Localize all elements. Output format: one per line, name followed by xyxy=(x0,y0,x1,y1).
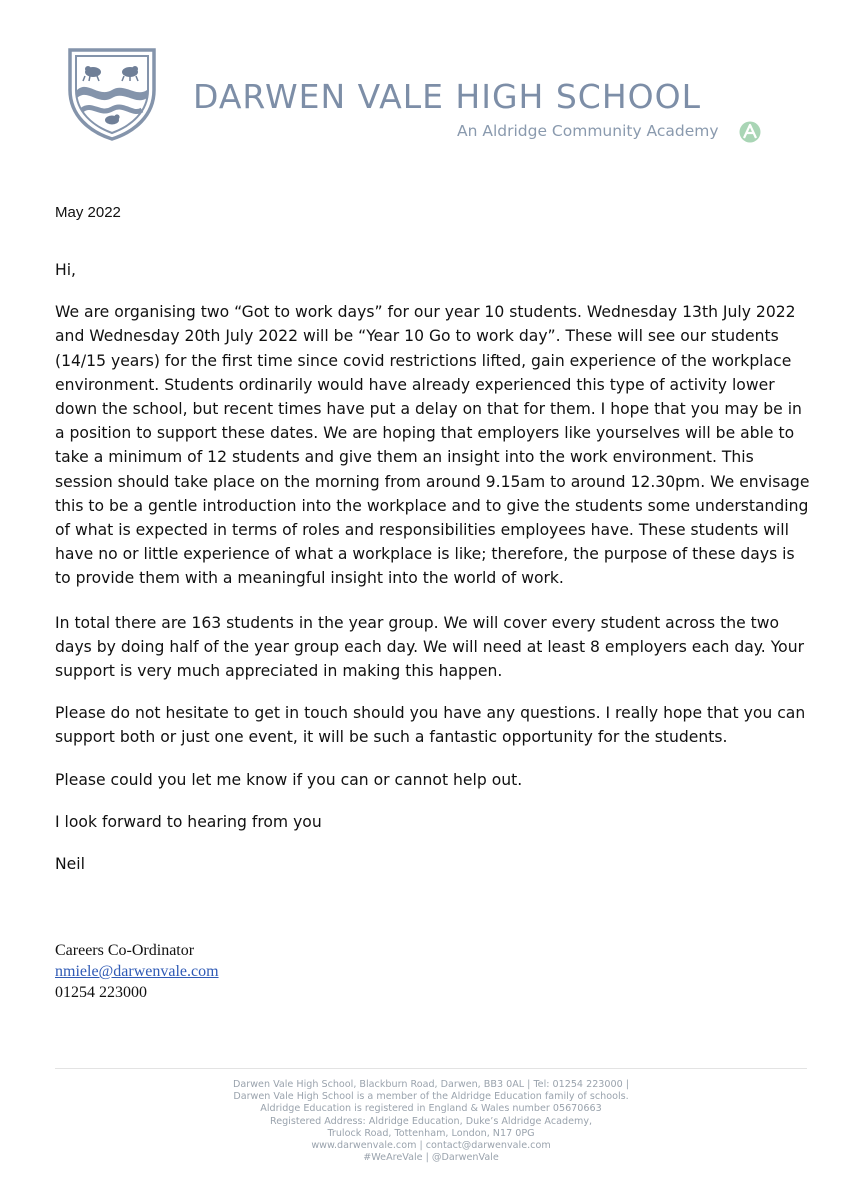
signature-block xyxy=(55,940,219,1003)
signature-role: Careers Co-Ordinator xyxy=(55,942,195,959)
letter-body xyxy=(55,258,815,894)
sign-off: Neil xyxy=(55,855,85,874)
footer-line: Registered Address: Aldridge Education, Duke’s Aldridge Academy, xyxy=(269,1115,593,1127)
footer-line: Trulock Road, Tottenham, London, N17 0PG xyxy=(327,1127,535,1139)
greeting: Hi, xyxy=(55,261,77,279)
letter-date: May 2022 xyxy=(55,204,121,221)
footer-divider xyxy=(55,1068,807,1069)
paragraph-closing: I look forward to hearing from you xyxy=(55,812,322,831)
academy-tagline: An Aldridge Community Academy xyxy=(457,122,719,140)
school-name: DARWEN VALE HIGH SCHOOL xyxy=(193,77,701,116)
footer-line: Darwen Vale High School, Blackburn Road, Darwen, BB3 0AL | Tel: 01254 223000 | xyxy=(232,1079,629,1090)
footer-social: #WeAreVale | @DarwenVale xyxy=(363,1152,499,1164)
aldridge-logo-icon xyxy=(739,121,761,143)
school-crest-icon xyxy=(66,46,158,142)
footer-links[interactable]: www.darwenvale.com | contact@darwenvale.com xyxy=(311,1140,551,1152)
signature-phone: 01254 223000 xyxy=(55,984,147,1001)
paragraph-intro: We are organising two “Got to work days” for our year 10 students. Wednesday 13th July 2022 and Wednesday 20th July 2022 will be “Year 10 Go to work day”. These will see our students (14/15 years) for the first time since covid restrictions lifted, gain experience of the workplace environment. Students ordinarily would have already experienced this type of activity lower down the school, but recent times have put a delay on that for them. I hope that you may be in a position to support these dates. We are hoping that employers like yourselves will be able to take a minimum of 12 students and give them an insight into the work environment. This session should take place on the morning from around 9.15am to around 12.30pm. We envisage this to be a gentle introduction into the workplace and to give the students some understanding of what is expected in terms of roles and responsibilities employees have. These students will have no or little experience of what a workplace is like; therefore, the purpose of these days is to provide them with a meaningful insight into the world of work. xyxy=(55,303,810,588)
footer xyxy=(55,1079,807,1164)
footer-line: Aldridge Education is registered in England & Wales number 05670663 xyxy=(260,1103,602,1115)
footer-line: Darwen Vale High School is a member of the Aldridge Education family of schools. xyxy=(233,1091,629,1103)
paragraph-request: Please could you let me know if you can or cannot help out. xyxy=(55,770,523,789)
paragraph-numbers: In total there are 163 students in the year group. We will cover every student across the two days by doing half of the year group each day. We will need at least 8 employers each day. Your support is very much appreciated in making this happen. xyxy=(55,613,804,681)
email-link[interactable]: nmiele@darwenvale.com xyxy=(55,963,219,980)
paragraph-contact: Please do not hesitate to get in touch should you have any questions. I really hope that you can support both or just one event, it will be such a fantastic opportunity for the students. xyxy=(55,704,806,747)
